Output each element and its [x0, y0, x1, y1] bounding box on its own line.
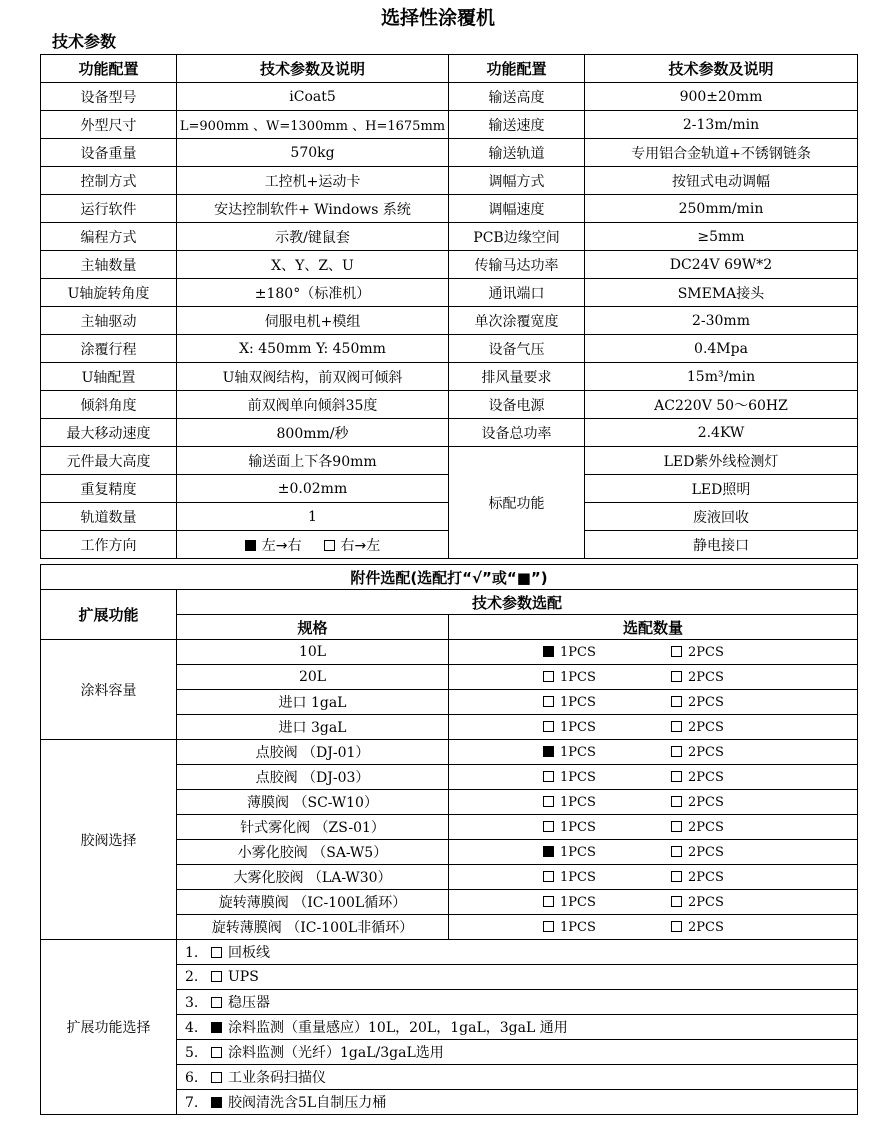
options-table [40, 564, 858, 1115]
checkbox-unchecked[interactable] [671, 821, 682, 832]
checkbox-unchecked[interactable] [671, 796, 682, 807]
qty-option[interactable] [543, 745, 671, 760]
checkbox-unchecked[interactable] [211, 971, 222, 982]
qty-label: 2PCS [688, 795, 724, 810]
qty-option[interactable] [671, 920, 799, 935]
spec-value: 伺服电机+模组 [177, 307, 449, 335]
qty-option[interactable] [671, 695, 799, 710]
qty-option[interactable] [543, 795, 671, 810]
spec-row [41, 307, 858, 335]
extension-item [177, 1015, 858, 1040]
qty-option[interactable] [543, 645, 671, 660]
col-spec: 规格 [177, 615, 449, 640]
spec-value: 570kg [177, 139, 449, 167]
qty-option[interactable] [671, 770, 799, 785]
spec-value: 2-13m/min [585, 111, 858, 139]
valve-selection-spec: 旋转薄膜阀 （IC-100L非循环） [177, 915, 449, 940]
qty-label: 1PCS [560, 745, 596, 760]
qty-option[interactable] [543, 895, 671, 910]
checkbox-unchecked[interactable] [543, 921, 554, 932]
spec-row [41, 279, 858, 307]
qty-label: 2PCS [688, 870, 724, 885]
qty-option[interactable] [671, 870, 799, 885]
valve-selection-quantity [449, 765, 858, 790]
spec-label: 主轴驱动 [41, 307, 177, 335]
qty-option[interactable] [671, 745, 799, 760]
qty-option[interactable] [543, 870, 671, 885]
checkbox-unchecked[interactable] [543, 871, 554, 882]
spec-value: 900±20mm [585, 83, 858, 111]
valve-selection-spec: 点胶阀 （DJ-03） [177, 765, 449, 790]
spec-label: 传输马达功率 [449, 251, 585, 279]
extension-label: 扩展功能选择 [41, 940, 177, 1115]
extension-item [177, 1090, 858, 1115]
spec-label: 设备气压 [449, 335, 585, 363]
valve-selection-quantity [449, 865, 858, 890]
spec-row [41, 363, 858, 391]
qty-label: 1PCS [560, 645, 596, 660]
paint-capacity-spec: 进口 1gaL [177, 690, 449, 715]
spec-value: ±0.02mm [177, 475, 449, 503]
checkbox-unchecked[interactable] [543, 671, 554, 682]
standard-feature-item: LED照明 [585, 475, 858, 503]
spec-label: 轨道数量 [41, 503, 177, 531]
spec-header-cell: 技术参数及说明 [585, 55, 858, 83]
checkbox-unchecked[interactable] [211, 1047, 222, 1058]
valve-selection-spec: 针式雾化阀 （ZS-01） [177, 815, 449, 840]
extension-text: 工业条码扫描仪 [228, 1070, 326, 1086]
extension-item [177, 1065, 858, 1090]
qty-label: 2PCS [688, 645, 724, 660]
spec-label: 调幅速度 [449, 195, 585, 223]
spec-label: U轴配置 [41, 363, 177, 391]
qty-option[interactable] [671, 720, 799, 735]
spec-label: 调幅方式 [449, 167, 585, 195]
paint-capacity-quantity [449, 690, 858, 715]
checkbox-unchecked[interactable] [543, 696, 554, 707]
checkbox-checked[interactable] [543, 846, 554, 857]
valve-selection-label: 胶阀选择 [41, 740, 177, 940]
checkbox-unchecked[interactable] [543, 821, 554, 832]
extension-text: 胶阀清洗含5L自制压力桶 [228, 1095, 387, 1111]
spec-row [41, 195, 858, 223]
paint-capacity-spec: 进口 3gaL [177, 715, 449, 740]
spec-value: AC220V 50～60HZ [585, 391, 858, 419]
spec-value: 前双阀单向倾斜35度 [177, 391, 449, 419]
checkbox-unchecked[interactable] [211, 997, 222, 1008]
spec-row [41, 167, 858, 195]
qty-label: 1PCS [560, 795, 596, 810]
spec-row [41, 223, 858, 251]
spec-value: 250mm/min [585, 195, 858, 223]
qty-label: 2PCS [688, 920, 724, 935]
spec-row [41, 111, 858, 139]
qty-option[interactable] [671, 895, 799, 910]
qty-label: 2PCS [688, 695, 724, 710]
qty-label: 2PCS [688, 770, 724, 785]
qty-option[interactable] [671, 820, 799, 835]
valve-selection-row [41, 740, 858, 765]
spec-header-row [41, 55, 858, 83]
extension-text: UPS [228, 969, 259, 985]
qty-option[interactable] [543, 845, 671, 860]
qty-label: 1PCS [560, 820, 596, 835]
spec-value: ±180°（标准机） [177, 279, 449, 307]
spec-label: 输送轨道 [449, 139, 585, 167]
paint-capacity-quantity [449, 665, 858, 690]
qty-option[interactable] [543, 670, 671, 685]
qty-option[interactable] [671, 645, 799, 660]
page-title: 选择性涂覆机 [380, 7, 495, 29]
qty-option[interactable] [543, 720, 671, 735]
paint-capacity-spec: 20L [177, 665, 449, 690]
spec-label: 单次涂覆宽度 [449, 307, 585, 335]
valve-selection-quantity [449, 840, 858, 865]
spec-label: 输送速度 [449, 111, 585, 139]
checkbox-unchecked[interactable] [671, 746, 682, 757]
checkbox-unchecked[interactable] [211, 1072, 222, 1083]
standard-feature-item: 废液回收 [585, 503, 858, 531]
spec-value: 工控机+运动卡 [177, 167, 449, 195]
spec-table [40, 54, 858, 559]
spec-value: X、Y、Z、U [177, 251, 449, 279]
valve-selection-spec: 薄膜阀 （SC-W10） [177, 790, 449, 815]
valve-selection-spec: 旋转薄膜阀 （IC-100L循环） [177, 890, 449, 915]
extension-row [41, 940, 858, 965]
qty-label: 2PCS [688, 670, 724, 685]
spec-value: 2-30mm [585, 307, 858, 335]
spec-label: 设备型号 [41, 83, 177, 111]
spec-row [41, 419, 858, 447]
checkbox-unchecked[interactable] [671, 896, 682, 907]
checkbox-checked[interactable] [211, 1022, 222, 1033]
spec-value: SMEMA接头 [585, 279, 858, 307]
extension-text: 涂料监测（重量感应）10L，20L，1gaL，3gaL 通用 [228, 1020, 568, 1036]
checkbox-checked[interactable] [211, 1097, 222, 1108]
spec-value: 0.4Mpa [585, 335, 858, 363]
spec-value: 1 [177, 503, 449, 531]
section-title: 技术参数 [52, 32, 117, 51]
spec-value: 按钮式电动调幅 [585, 167, 858, 195]
spec-label: 编程方式 [41, 223, 177, 251]
paint-capacity-quantity [449, 715, 858, 740]
spec-value: ≥5mm [585, 223, 858, 251]
spec-header-cell: 功能配置 [41, 55, 177, 83]
direction-right-to-left-checkbox[interactable] [324, 540, 335, 551]
checkbox-unchecked[interactable] [543, 771, 554, 782]
spec-label: 运行软件 [41, 195, 177, 223]
spec-label: 重复精度 [41, 475, 177, 503]
options-title: 附件选配(选配打“√”或“■”) [41, 565, 858, 590]
valve-selection-quantity [449, 790, 858, 815]
checkbox-unchecked[interactable] [211, 947, 222, 958]
spec-value: 800mm/秒 [177, 419, 449, 447]
options-header-row [41, 590, 858, 615]
spec-row [41, 251, 858, 279]
item-number: 2. [185, 969, 199, 985]
extension-text: 涂料监测（光纤）1gaL/3gaL选用 [228, 1045, 444, 1061]
qty-label: 2PCS [688, 745, 724, 760]
qty-label: 1PCS [560, 770, 596, 785]
valve-selection-spec: 点胶阀 （DJ-01） [177, 740, 449, 765]
extension-item [177, 990, 858, 1015]
extension-text: 回板线 [228, 945, 270, 961]
col-quantity: 选配数量 [449, 615, 858, 640]
spec-label: 设备重量 [41, 139, 177, 167]
valve-selection-quantity [449, 740, 858, 765]
checkbox-unchecked[interactable] [543, 796, 554, 807]
qty-label: 1PCS [560, 870, 596, 885]
checkbox-unchecked[interactable] [543, 721, 554, 732]
qty-label: 1PCS [560, 920, 596, 935]
col-tech-options: 技术参数选配 [177, 590, 858, 615]
valve-selection-quantity [449, 890, 858, 915]
item-number: 7. [185, 1095, 199, 1111]
direction-left-to-right-checkbox[interactable] [245, 540, 256, 551]
qty-label: 2PCS [688, 895, 724, 910]
qty-label: 1PCS [560, 895, 596, 910]
checkbox-unchecked[interactable] [671, 721, 682, 732]
spec-value: X: 450mm Y: 450mm [177, 335, 449, 363]
checkbox-unchecked[interactable] [543, 896, 554, 907]
spec-row [41, 447, 858, 475]
spec-label: 工作方向 [41, 531, 177, 559]
checkbox-unchecked[interactable] [671, 696, 682, 707]
checkbox-unchecked[interactable] [671, 921, 682, 932]
col-extension: 扩展功能 [41, 590, 177, 640]
spec-label: 主轴数量 [41, 251, 177, 279]
qty-option[interactable] [671, 795, 799, 810]
qty-option[interactable] [543, 695, 671, 710]
direction-right-to-left-label: 右→左 [340, 537, 381, 554]
standard-features-label: 标配功能 [449, 447, 585, 559]
spec-label: 设备总功率 [449, 419, 585, 447]
item-number: 4. [185, 1020, 199, 1036]
spec-value: 输送面上下各90mm [177, 447, 449, 475]
valve-selection-spec: 大雾化胶阀 （LA-W30） [177, 865, 449, 890]
spec-label: 涂覆行程 [41, 335, 177, 363]
spec-value: 示教/键鼠套 [177, 223, 449, 251]
item-number: 5. [185, 1045, 199, 1061]
spec-label: 控制方式 [41, 167, 177, 195]
checkbox-checked[interactable] [543, 746, 554, 757]
spec-label: 排风量要求 [449, 363, 585, 391]
standard-feature-item: LED紫外线检测灯 [585, 447, 858, 475]
spec-header-cell: 技术参数及说明 [177, 55, 449, 83]
extension-item [177, 940, 858, 965]
item-number: 3. [185, 995, 199, 1011]
qty-label: 1PCS [560, 845, 596, 860]
spec-value: U轴双阀结构，前双阀可倾斜 [177, 363, 449, 391]
checkbox-unchecked[interactable] [671, 846, 682, 857]
spec-label: U轴旋转角度 [41, 279, 177, 307]
checkbox-unchecked[interactable] [671, 871, 682, 882]
qty-label: 1PCS [560, 720, 596, 735]
item-number: 6. [185, 1070, 199, 1086]
valve-selection-quantity [449, 815, 858, 840]
qty-option[interactable] [543, 820, 671, 835]
item-number: 1. [185, 945, 199, 961]
spec-label: 设备电源 [449, 391, 585, 419]
valve-selection-spec: 小雾化胶阀 （SA-W5） [177, 840, 449, 865]
qty-label: 2PCS [688, 845, 724, 860]
checkbox-unchecked[interactable] [671, 646, 682, 657]
spec-value: 2.4KW [585, 419, 858, 447]
options-title-row [41, 565, 858, 590]
checkbox-unchecked[interactable] [671, 771, 682, 782]
qty-option[interactable] [543, 920, 671, 935]
spec-label: 输送高度 [449, 83, 585, 111]
spec-value: 安达控制软件+ Windows 系统 [177, 195, 449, 223]
direction-left-to-right-label: 左→右 [261, 537, 302, 554]
spec-value: 15m³/min [585, 363, 858, 391]
extension-item [177, 965, 858, 990]
paint-capacity-quantity [449, 640, 858, 665]
checkbox-checked[interactable] [543, 646, 554, 657]
spec-label: 倾斜角度 [41, 391, 177, 419]
spec-value: DC24V 69W*2 [585, 251, 858, 279]
spec-label: 外型尺寸 [41, 111, 177, 139]
spec-header-cell: 功能配置 [449, 55, 585, 83]
qty-option[interactable] [543, 770, 671, 785]
spec-row [41, 139, 858, 167]
paint-capacity-spec: 10L [177, 640, 449, 665]
spec-value: 专用铝合金轨道+不锈钢链条 [585, 139, 858, 167]
qty-option[interactable] [671, 845, 799, 860]
standard-feature-item: 静电接口 [585, 531, 858, 559]
checkbox-unchecked[interactable] [671, 671, 682, 682]
spec-value: iCoat5 [177, 83, 449, 111]
extension-text: 稳压器 [228, 995, 270, 1011]
paint-capacity-label: 涂料容量 [41, 640, 177, 740]
qty-label: 1PCS [560, 695, 596, 710]
extension-item [177, 1040, 858, 1065]
spec-label: 通讯端口 [449, 279, 585, 307]
qty-label: 1PCS [560, 670, 596, 685]
spec-label: 元件最大高度 [41, 447, 177, 475]
spec-row [41, 335, 858, 363]
work-direction-cell [177, 531, 449, 559]
paint-capacity-row [41, 640, 858, 665]
spec-label: PCB边缘空间 [449, 223, 585, 251]
spec-row [41, 83, 858, 111]
spec-row [41, 391, 858, 419]
spec-value: L=900mm 、W=1300mm 、H=1675mm [177, 111, 449, 139]
spec-label: 最大移动速度 [41, 419, 177, 447]
qty-label: 2PCS [688, 720, 724, 735]
valve-selection-quantity [449, 915, 858, 940]
qty-label: 2PCS [688, 820, 724, 835]
qty-option[interactable] [671, 670, 799, 685]
